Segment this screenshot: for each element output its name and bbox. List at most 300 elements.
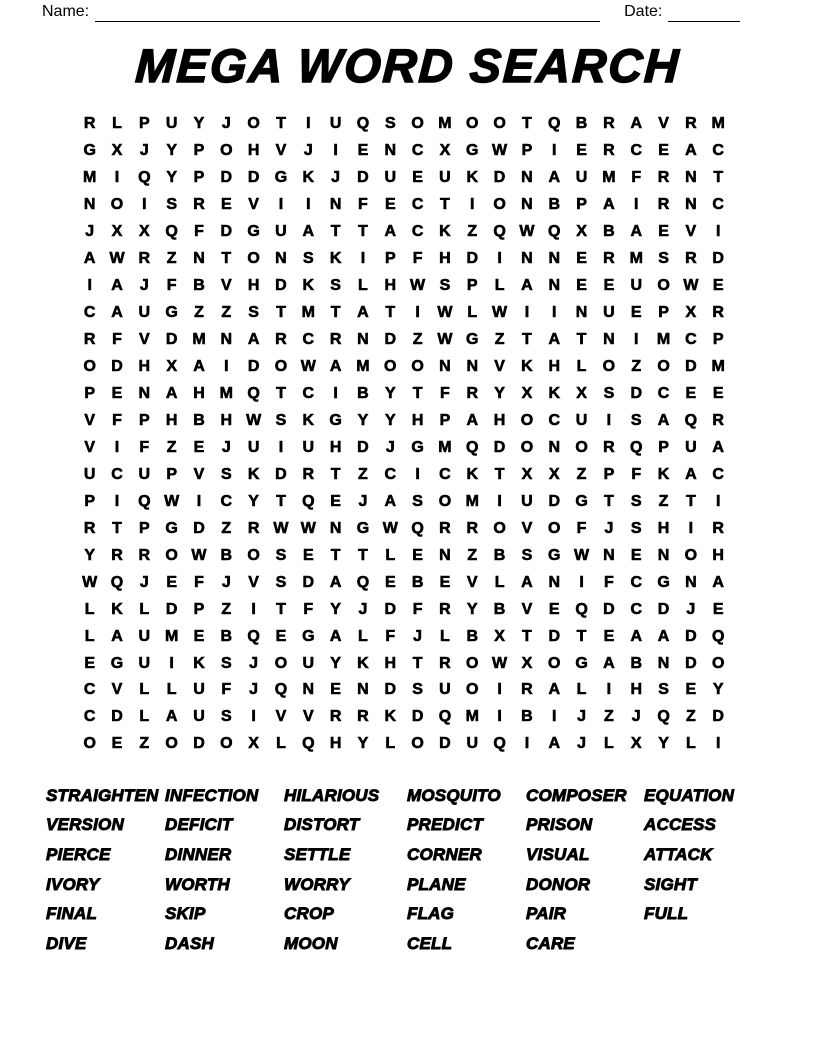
grid-letter: P: [193, 142, 205, 160]
grid-letter: N: [685, 196, 697, 214]
grid-letter: H: [630, 681, 642, 699]
grid-letter: R: [712, 519, 724, 537]
grid-letter: J: [249, 654, 259, 672]
grid-letter: T: [276, 304, 286, 322]
grid-letter: Y: [384, 411, 396, 429]
grid-letter: J: [85, 223, 95, 241]
grid-letter: Q: [657, 708, 670, 726]
grid-letter: N: [603, 331, 615, 349]
grid-letter: O: [165, 546, 178, 564]
grid-row: [76, 461, 732, 488]
grid-letter: U: [138, 627, 151, 645]
grid-letter: J: [221, 438, 231, 456]
grid-letter: Z: [631, 358, 642, 376]
grid-letter: K: [329, 250, 342, 268]
grid-letter: E: [685, 681, 697, 699]
grid-letter: C: [712, 142, 724, 160]
grid-letter: E: [658, 223, 669, 241]
grid-letter: H: [439, 250, 451, 268]
grid-letter: C: [630, 573, 642, 591]
grid-letter: H: [493, 411, 506, 429]
grid-letter: H: [220, 411, 233, 429]
grid-letter: I: [497, 250, 502, 268]
grid-letter: R: [439, 600, 451, 618]
grid-letter: U: [384, 169, 397, 187]
word-list-item: PREDICT: [407, 815, 484, 835]
grid-row: [76, 704, 732, 731]
grid-letter: T: [276, 385, 286, 402]
grid-letter: R: [329, 331, 342, 349]
grid-letter: T: [685, 492, 696, 510]
grid-letter: S: [275, 573, 287, 591]
grid-letter: I: [470, 196, 475, 214]
grid-letter: Z: [221, 600, 232, 618]
grid-letter: I: [715, 223, 721, 241]
grid-letter: P: [166, 465, 177, 483]
grid-letter: Q: [684, 411, 698, 429]
grid-letter: C: [548, 411, 561, 429]
grid-letter: Z: [604, 708, 614, 726]
grid-letter: D: [548, 492, 561, 510]
grid-letter: L: [494, 573, 505, 591]
grid-letter: X: [685, 304, 697, 322]
grid-letter: J: [385, 438, 395, 456]
grid-letter: I: [524, 304, 530, 322]
grid-row: [76, 434, 732, 461]
grid-letter: W: [492, 654, 508, 672]
grid-letter: Y: [712, 681, 724, 699]
grid-letter: V: [494, 358, 505, 376]
grid-letter: B: [357, 385, 369, 402]
grid-letter: O: [657, 277, 670, 295]
grid-letter: Z: [467, 546, 478, 564]
grid-letter: G: [466, 142, 479, 160]
grid-letter: U: [302, 438, 315, 456]
grid-letter: Y: [357, 411, 369, 429]
grid-letter: M: [465, 708, 479, 726]
grid-letter: I: [333, 142, 338, 160]
grid-letter: F: [412, 250, 423, 268]
grid-letter: W: [382, 519, 398, 537]
grid-letter: X: [630, 735, 642, 753]
grid-row: [76, 219, 732, 246]
grid-letter: D: [111, 358, 123, 376]
grid-letter: N: [466, 358, 479, 376]
grid-letter: R: [657, 196, 670, 214]
date-group: [624, 2, 740, 22]
grid-letter: U: [603, 304, 615, 322]
grid-letter: Y: [357, 735, 369, 753]
grid-letter: K: [111, 600, 123, 618]
grid-row: [76, 623, 732, 650]
grid-letter: Z: [166, 250, 177, 268]
grid-letter: N: [603, 546, 615, 564]
grid-letter: U: [466, 735, 479, 753]
grid-letter: B: [493, 546, 506, 564]
grid-letter: I: [415, 304, 420, 322]
grid-letter: V: [685, 223, 697, 241]
grid-letter: M: [438, 115, 452, 133]
grid-letter: H: [657, 519, 670, 537]
grid-letter: D: [493, 169, 506, 187]
grid-letter: N: [548, 250, 561, 268]
grid-letter: E: [412, 546, 423, 564]
word-list-item: MOSQUITO: [407, 785, 501, 805]
grid-letter: U: [302, 654, 315, 672]
grid-letter: D: [685, 358, 697, 376]
grid-letter: S: [220, 708, 232, 726]
grid-letter: N: [220, 331, 233, 349]
grid-letter: H: [411, 411, 424, 429]
grid-letter: L: [84, 600, 95, 618]
grid-letter: W: [82, 573, 98, 591]
grid-letter: G: [302, 627, 315, 645]
grid-letter: K: [193, 654, 205, 672]
grid-letter: P: [138, 519, 150, 537]
grid-letter: E: [384, 573, 396, 591]
grid-letter: A: [603, 654, 615, 672]
grid-letter: N: [439, 546, 451, 564]
grid-letter: I: [606, 411, 612, 429]
grid-letter: I: [196, 492, 202, 510]
grid-letter: I: [497, 492, 502, 510]
grid-letter: N: [329, 196, 342, 214]
grid-letter: L: [358, 277, 368, 295]
grid-letter: F: [604, 573, 614, 591]
grid-row: [76, 165, 732, 192]
grid-letter: H: [384, 654, 397, 672]
grid-letter: I: [360, 250, 366, 268]
grid-letter: O: [575, 438, 588, 456]
grid-letter: O: [411, 115, 424, 133]
grid-letter: I: [251, 708, 256, 726]
grid-letter: M: [656, 331, 671, 349]
grid-letter: K: [466, 465, 479, 483]
grid-row: [76, 327, 732, 354]
grid-letter: L: [576, 358, 587, 376]
grid-letter: O: [110, 196, 124, 214]
grid-letter: I: [114, 492, 120, 510]
grid-letter: N: [575, 304, 588, 322]
grid-letter: T: [522, 115, 532, 133]
grid-letter: I: [634, 331, 639, 349]
grid-letter: T: [276, 492, 286, 510]
grid-letter: S: [275, 411, 287, 429]
grid-letter: N: [548, 438, 561, 456]
grid-letter: F: [631, 465, 642, 483]
grid-letter: R: [603, 115, 615, 133]
grid-letter: O: [411, 358, 424, 376]
word-list-item: MOON: [284, 933, 338, 953]
grid-letter: A: [329, 573, 342, 591]
word-list-column: [526, 781, 644, 959]
grid-letter: A: [247, 331, 260, 349]
grid-letter: R: [466, 519, 479, 537]
grid-letter: D: [165, 331, 178, 349]
grid-letter: A: [165, 385, 178, 402]
grid-letter: X: [576, 223, 587, 241]
grid-letter: P: [712, 331, 724, 349]
grid-letter: O: [493, 115, 506, 133]
grid-letter: M: [164, 627, 179, 645]
grid-letter: J: [631, 708, 641, 726]
grid-letter: N: [193, 250, 205, 268]
grid-letter: I: [524, 735, 530, 753]
grid-letter: X: [494, 627, 505, 645]
grid-letter: F: [631, 169, 642, 187]
grid-letter: S: [220, 465, 232, 483]
grid-letter: E: [603, 627, 615, 645]
grid-letter: E: [412, 169, 423, 187]
grid-letter: A: [521, 277, 533, 295]
grid-letter: W: [492, 304, 508, 322]
grid-letter: U: [83, 465, 96, 483]
grid-letter: S: [658, 681, 669, 699]
grid-letter: O: [274, 654, 288, 672]
grid-letter: H: [138, 358, 151, 376]
grid-letter: O: [274, 358, 288, 376]
grid-letter: X: [521, 654, 533, 672]
grid-letter: N: [685, 169, 697, 187]
grid-letter: R: [657, 169, 670, 187]
grid-letter: F: [576, 519, 587, 537]
grid-letter: R: [685, 250, 697, 268]
grid-letter: Z: [494, 331, 505, 349]
grid-letter: D: [384, 600, 397, 618]
grid-letter: Q: [548, 115, 561, 133]
grid-letter: B: [493, 600, 506, 618]
grid-letter: B: [575, 115, 588, 133]
grid-letter: O: [220, 735, 233, 753]
grid-letter: Y: [84, 546, 95, 564]
grid-letter: M: [438, 438, 452, 456]
grid-letter: E: [193, 438, 205, 456]
grid-letter: T: [330, 304, 341, 322]
grid-letter: F: [139, 438, 150, 456]
grid-letter: A: [657, 411, 670, 429]
grid-letter: C: [685, 331, 697, 349]
grid-letter: M: [602, 169, 616, 187]
grid-letter: I: [606, 681, 612, 699]
grid-letter: A: [685, 465, 697, 483]
grid-letter: L: [276, 735, 286, 753]
grid-letter: W: [437, 304, 453, 322]
grid-letter: R: [712, 304, 724, 322]
grid-letter: W: [492, 142, 508, 160]
grid-letter: X: [111, 223, 123, 241]
grid-letter: T: [412, 385, 423, 402]
grid-letter: P: [138, 115, 150, 133]
grid-letter: L: [139, 708, 150, 726]
grid-letter: C: [712, 196, 724, 214]
grid-letter: V: [193, 465, 205, 483]
grid-letter: F: [112, 331, 122, 349]
grid-letter: I: [114, 169, 120, 187]
grid-letter: U: [275, 223, 287, 241]
grid-letter: I: [579, 573, 584, 591]
grid-letter: Y: [248, 492, 259, 510]
grid-letter: V: [521, 600, 533, 618]
grid-letter: B: [411, 573, 424, 591]
grid-letter: Q: [548, 223, 561, 241]
grid-letter: I: [415, 465, 420, 483]
grid-letter: D: [493, 438, 506, 456]
grid-letter: R: [275, 331, 287, 349]
grid-letter: R: [603, 142, 615, 160]
grid-letter: O: [548, 654, 561, 672]
grid-letter: D: [712, 250, 724, 268]
grid-letter: N: [548, 573, 561, 591]
grid-letter: O: [657, 358, 670, 376]
grid-letter: K: [521, 358, 533, 376]
grid-letter: N: [657, 546, 670, 564]
grid-letter: Q: [466, 438, 479, 456]
grid-letter: S: [412, 492, 423, 510]
grid-letter: T: [276, 115, 286, 133]
grid-letter: S: [412, 681, 423, 699]
word-list-item: DISTORT: [284, 815, 360, 835]
grid-letter: R: [357, 708, 369, 726]
grid-letter: I: [224, 358, 229, 376]
grid-letter: E: [302, 546, 314, 564]
grid-letter: Q: [247, 385, 260, 402]
word-list-item: INFECTION: [165, 785, 259, 805]
grid-letter: R: [83, 331, 96, 349]
grid-letter: U: [193, 708, 205, 726]
grid-letter: C: [411, 223, 424, 241]
grid-letter: O: [165, 735, 178, 753]
grid-letter: C: [83, 304, 96, 322]
grid-letter: I: [278, 438, 284, 456]
grid-row: [76, 138, 732, 165]
grid-letter: M: [711, 358, 725, 376]
grid-letter: J: [139, 142, 149, 160]
word-list-column: [46, 781, 165, 959]
grid-letter: K: [302, 411, 315, 429]
grid-letter: D: [603, 600, 615, 618]
grid-letter: N: [439, 358, 451, 376]
grid-letter: D: [247, 358, 260, 376]
grid-letter: W: [519, 223, 535, 241]
grid-letter: F: [412, 600, 423, 618]
grid-letter: K: [302, 277, 315, 295]
grid-row: [76, 354, 732, 381]
grid-letter: A: [630, 115, 642, 133]
word-list-item: WORTH: [165, 874, 230, 894]
grid-letter: M: [629, 250, 643, 268]
grid-letter: R: [83, 519, 96, 537]
grid-letter: R: [603, 438, 615, 456]
grid-letter: F: [166, 277, 177, 295]
word-list-item: DINNER: [165, 844, 232, 864]
grid-letter: I: [114, 438, 120, 456]
grid-letter: R: [83, 115, 96, 133]
grid-letter: A: [630, 223, 642, 241]
grid-letter: L: [494, 277, 505, 295]
grid-letter: D: [275, 277, 287, 295]
grid-letter: S: [439, 277, 451, 295]
word-list-item: PLANE: [407, 874, 466, 894]
grid-row: [76, 246, 732, 273]
grid-letter: S: [630, 492, 642, 510]
grid-letter: U: [685, 438, 697, 456]
grid-letter: O: [466, 681, 479, 699]
grid-letter: I: [552, 708, 557, 726]
grid-letter: C: [657, 385, 670, 402]
grid-letter: T: [221, 250, 232, 268]
grid-letter: O: [520, 411, 534, 429]
grid-letter: J: [331, 169, 341, 187]
grid-letter: Y: [330, 600, 341, 618]
grid-letter: U: [630, 277, 642, 295]
grid-letter: Z: [221, 519, 232, 537]
grid-letter: P: [439, 411, 451, 429]
grid-letter: O: [466, 654, 479, 672]
grid-letter: W: [300, 519, 316, 537]
grid-letter: R: [439, 654, 451, 672]
grid-letter: L: [685, 735, 696, 753]
grid-letter: N: [521, 250, 533, 268]
grid-letter: A: [329, 627, 342, 645]
grid-letter: H: [165, 411, 178, 429]
grid-letter: U: [165, 115, 178, 133]
grid-letter: T: [713, 169, 724, 187]
grid-letter: A: [657, 627, 670, 645]
grid-letter: U: [138, 304, 151, 322]
grid-letter: J: [139, 573, 149, 591]
grid-letter: S: [166, 196, 177, 214]
grid-letter: E: [712, 277, 724, 295]
grid-letter: W: [191, 546, 207, 564]
grid-letter: L: [84, 627, 95, 645]
grid-letter: L: [139, 681, 150, 699]
grid-letter: R: [439, 519, 451, 537]
grid-letter: C: [83, 681, 96, 699]
word-list-item: CELL: [407, 933, 453, 953]
grid-letter: V: [521, 519, 533, 537]
word-list-item: SETTLE: [284, 844, 351, 864]
grid-letter: O: [520, 438, 534, 456]
word-list-item: COMPOSER: [526, 785, 627, 805]
grid-letter: L: [440, 627, 450, 645]
grid-letter: A: [712, 438, 724, 456]
grid-letter: E: [384, 196, 396, 214]
grid-letter: A: [384, 223, 397, 241]
grid-letter: C: [302, 385, 315, 402]
grid-letter: M: [301, 304, 315, 322]
grid-letter: J: [358, 492, 368, 510]
grid-letter: W: [164, 492, 180, 510]
word-list-column: [284, 781, 407, 959]
grid-letter: A: [193, 358, 205, 376]
grid-letter: I: [142, 196, 147, 214]
grid-letter: Y: [166, 142, 177, 160]
word-list-item: SIGHT: [644, 874, 697, 894]
grid-row: [76, 731, 732, 758]
grid-letter: D: [193, 519, 205, 537]
grid-letter: T: [330, 465, 341, 483]
word-list-item: PIERCE: [46, 844, 111, 864]
grid-letter: A: [466, 411, 479, 429]
grid-letter: E: [548, 600, 560, 618]
grid-letter: I: [715, 735, 721, 753]
grid-letter: O: [711, 654, 725, 672]
grid-letter: Z: [685, 708, 696, 726]
grid-letter: I: [333, 385, 338, 402]
grid-row: [76, 542, 732, 569]
grid-letter: Q: [247, 627, 260, 645]
grid-letter: E: [630, 546, 642, 564]
